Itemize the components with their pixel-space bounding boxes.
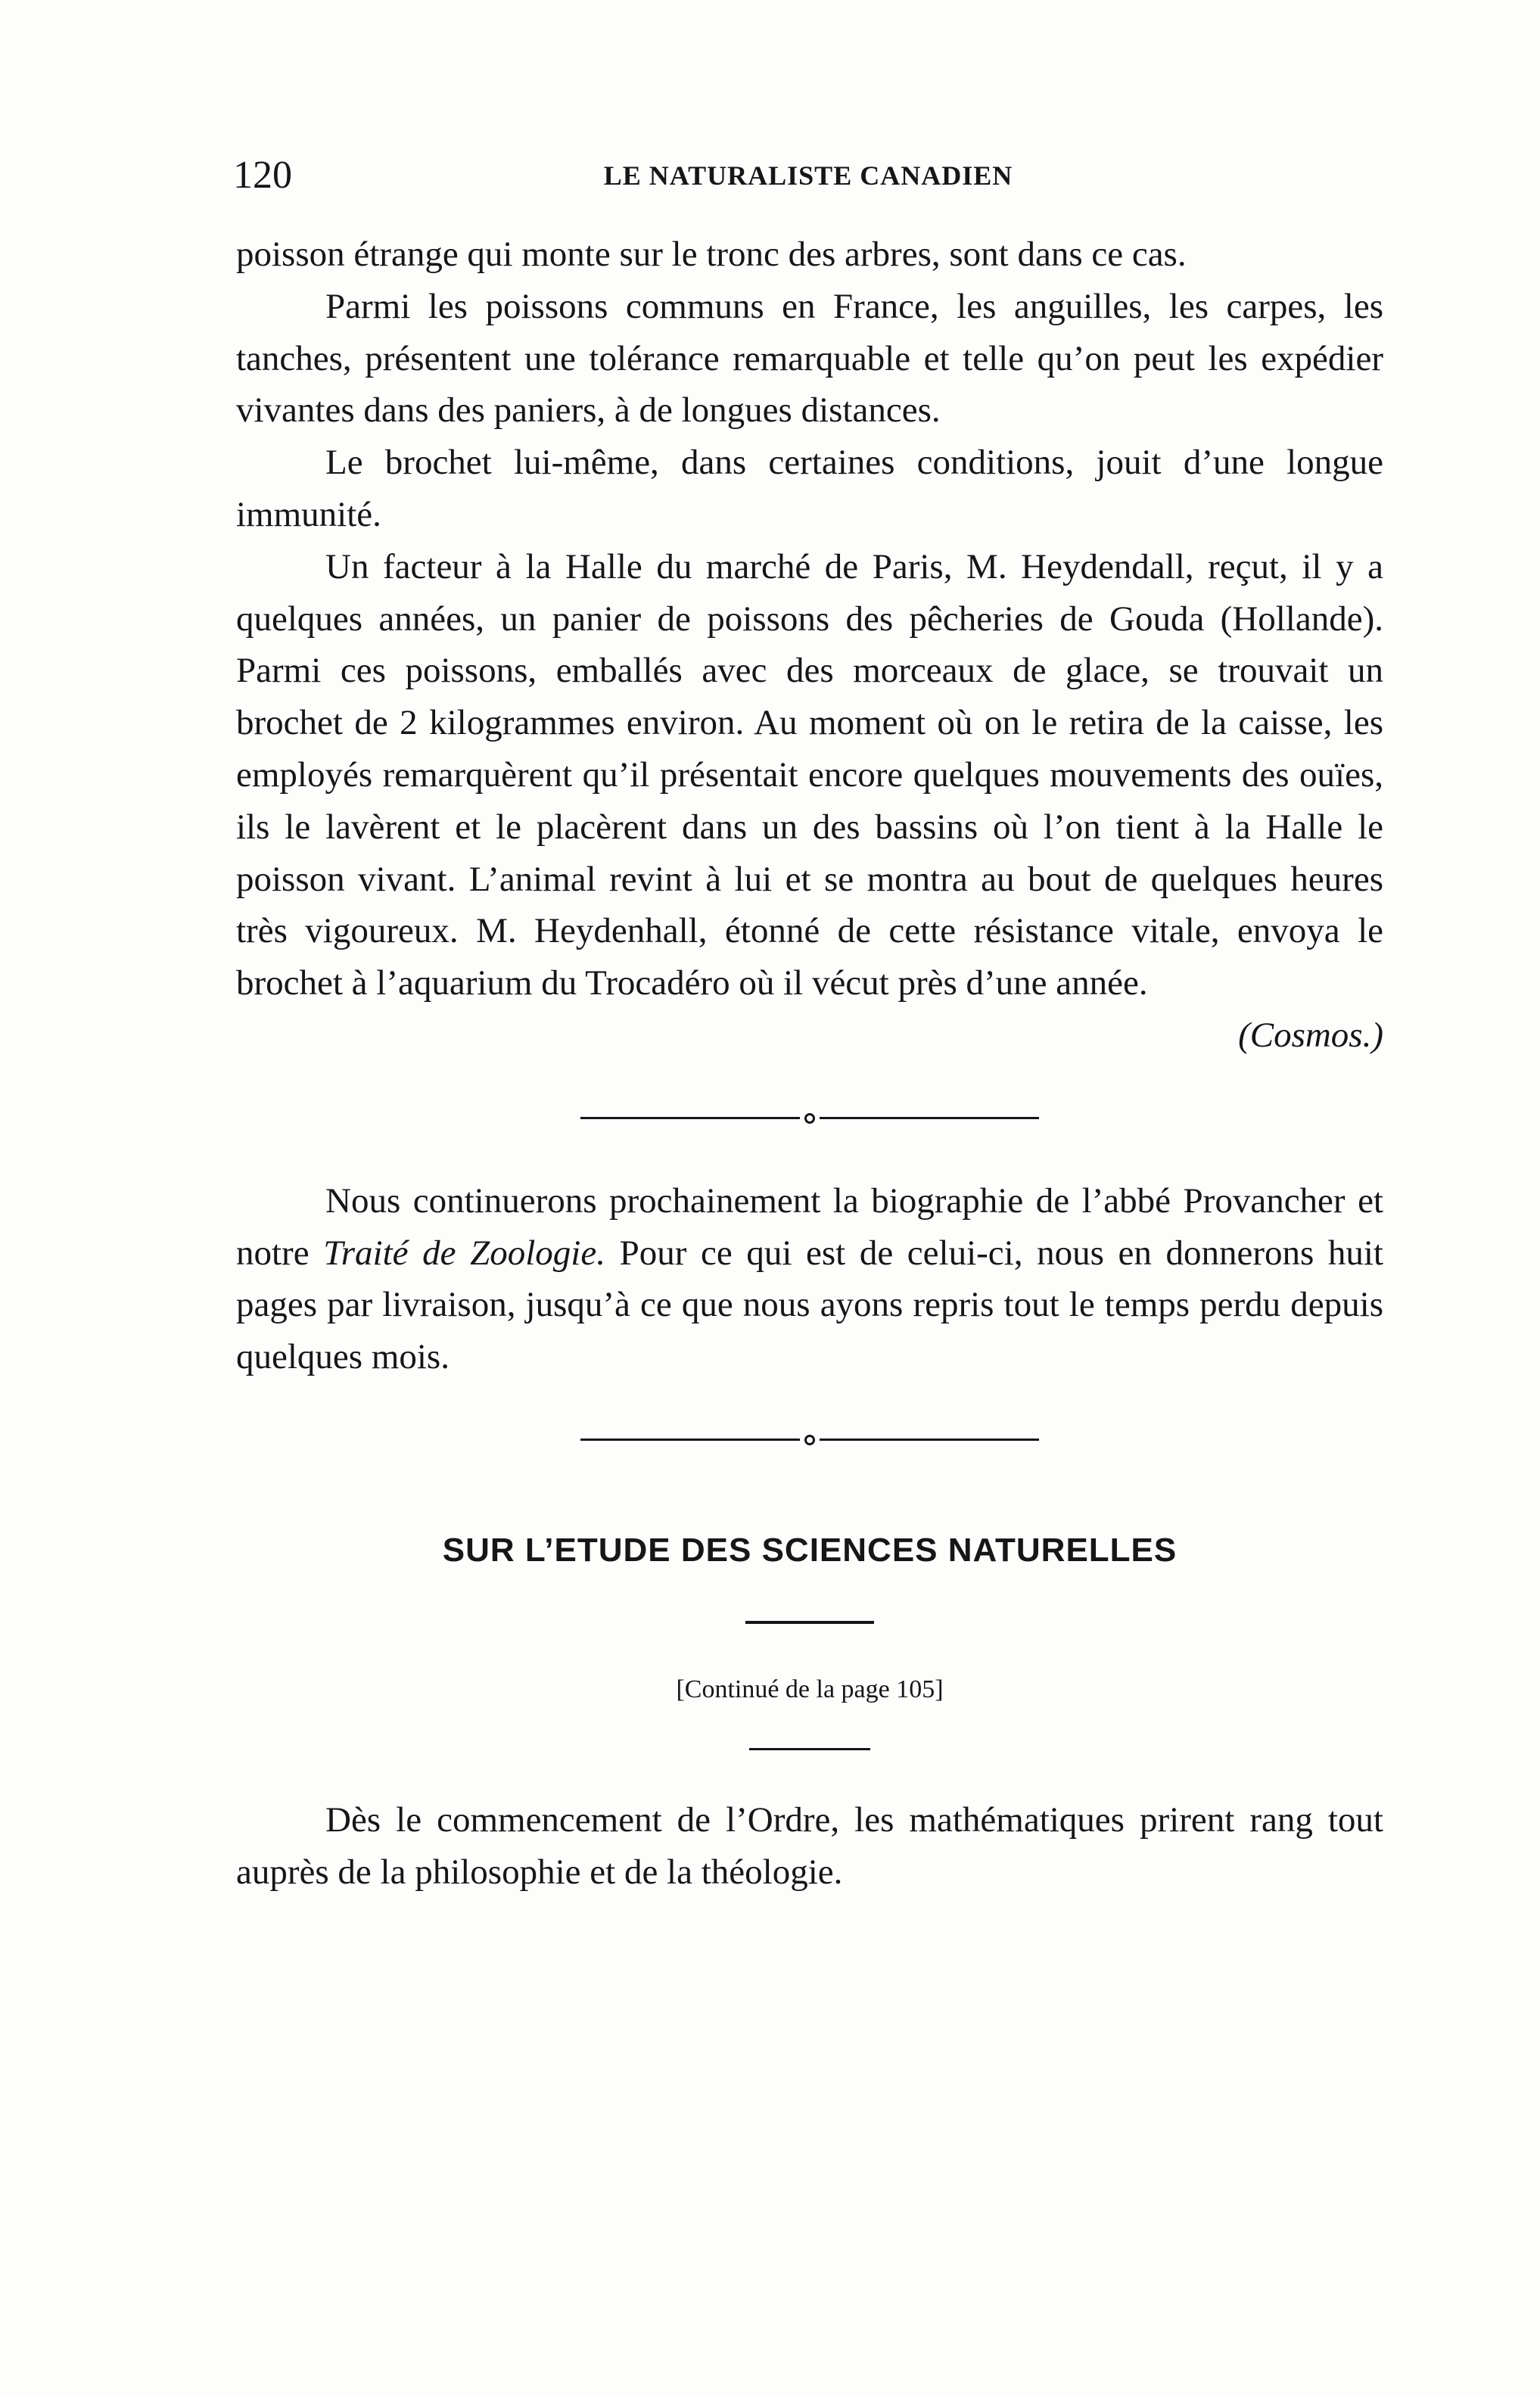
section-title: SUR L’ETUDE DES SCIENCES NATURELLES	[442, 1531, 1178, 1569]
paragraph-editorial-note	[236, 1175, 1383, 1383]
paragraph-pike-immunity: Le brochet lui-même, dans certaines conditions, jouit d’une longue immunité.	[236, 443, 1383, 534]
editorial-note-start: Nous continuerons prochainement la biographie de l’abbé Provancher et notre	[236, 1180, 1383, 1273]
running-title: LE NATURALISTE CANADIEN	[603, 160, 1013, 191]
paragraph-continuation: poisson étrange qui monte sur le tronc des arbres, sont dans ce cas.	[236, 235, 1187, 274]
paragraph-pike-anecdote	[236, 541, 1383, 1062]
page-body	[236, 229, 1383, 1899]
section-rule	[745, 1621, 874, 1624]
divider-rule-right	[820, 1117, 1039, 1119]
continued-note: [Continué de la page 105]	[676, 1675, 944, 1703]
divider-rule-left	[580, 1439, 800, 1441]
paragraph-mathematics: Dès le commencement de l’Ordre, les mathématiques prirent rang tout auprès de la philosophie et de la théologie.	[236, 1799, 1383, 1892]
source-attribution	[236, 1009, 1383, 1062]
section-rule	[749, 1748, 870, 1750]
divider-circle	[804, 1435, 815, 1445]
editorial-note-end: Pour ce qui est de celui-ci, nous en donnerons huit pages par livraison, jusqu’à ce que nous ayons repris tout le temps perdu depuis quelques mois.	[236, 1233, 1383, 1377]
zoology-title: Traité de Zoologie.	[323, 1233, 605, 1273]
page-number: 120	[233, 154, 292, 197]
source-cosmos: (Cosmos.)	[1238, 1015, 1383, 1055]
paragraph-common-fish: Parmi les poissons communs en France, les anguilles, les carpes, les tanches, présentent une tolérance remarquable et telle qu’on peut les expédier vivantes dans des paniers, à de longues distances.	[236, 286, 1383, 431]
page-header	[233, 145, 1383, 206]
ornament-divider	[236, 1062, 1383, 1175]
ornament-divider	[236, 1383, 1383, 1497]
divider-rule-right	[820, 1439, 1039, 1441]
divider-rule-left	[580, 1117, 800, 1119]
divider-circle	[804, 1113, 815, 1124]
pike-anecdote-text: Un facteur à la Halle du marché de Paris, M. Heydendall, reçut, il y a quelques années, un panier de poissons des pêcheries de Gouda (Hollande). Parmi ces poissons, emballés avec des morceaux de glace, se trouvait un brochet de 2 kilogrammes environ. Au moment où on le retira de la caisse, les employés remarquèrent qu’il présentait encore quelques mouvements des ouïes, ils le lavèrent et le placèrent dans un des bassins où l’on tient à la Halle le poisson vivant. L’animal revint à lui et se montra au bout de quelques heures très vigoureux. M. Heydenhall, étonné de cette résistance vitale, envoya le brochet à l’aquarium du Trocadéro où il vécut près d’une année.	[236, 546, 1383, 1003]
